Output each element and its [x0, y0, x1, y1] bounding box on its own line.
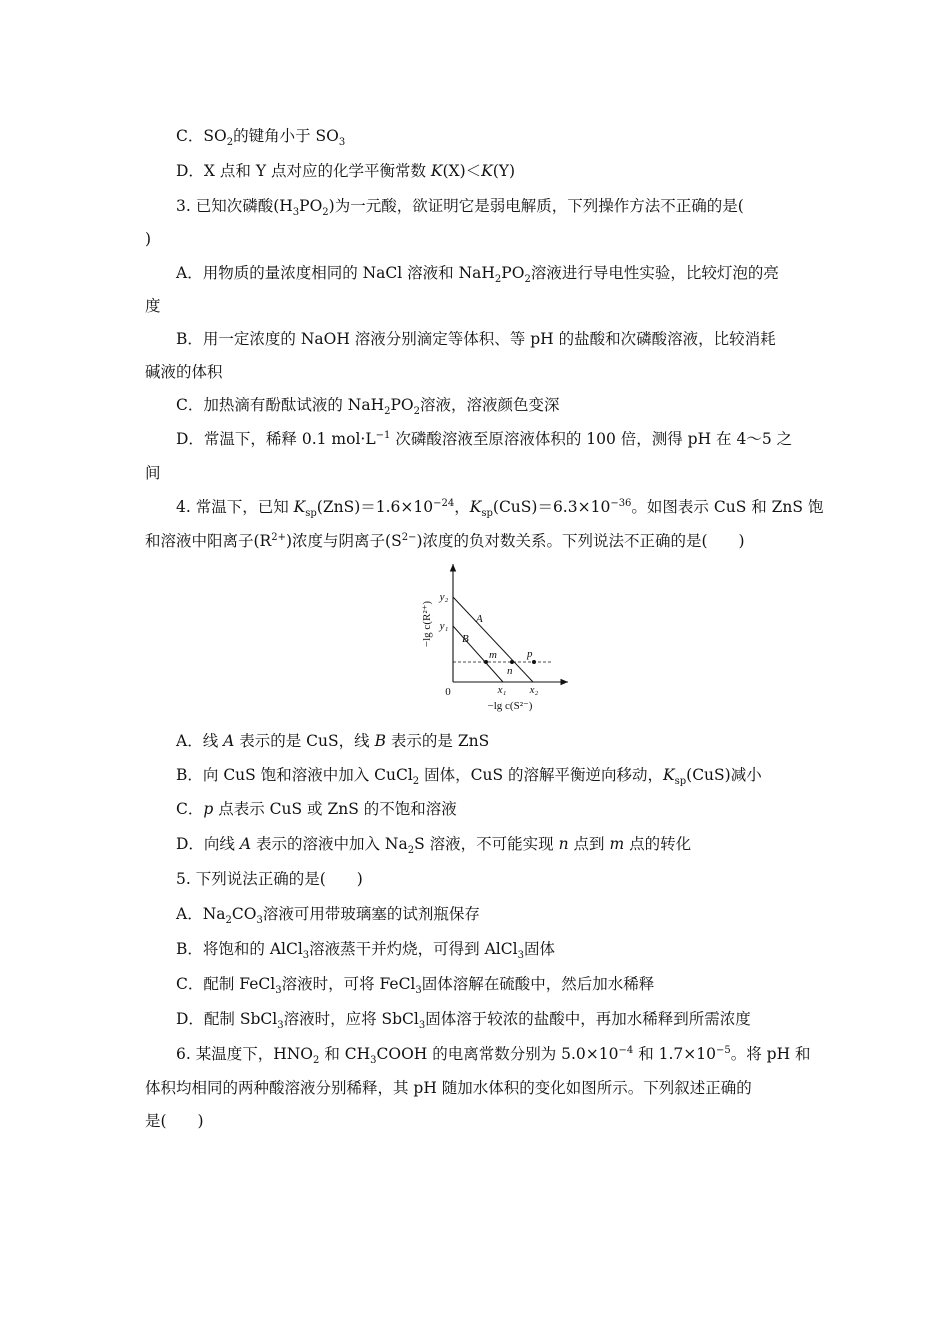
q4-option-a: A．线 A 表示的是 CuS，线 B 表示的是 ZnS [176, 732, 490, 750]
q5-option-b: B．将饱和的 AlCl$_3$溶液蒸干并灼烧，可得到 AlCl$_3$固体 [176, 940, 555, 962]
y2-label: y₂ [439, 591, 449, 603]
point-n-label: n [507, 665, 513, 677]
q3-stem: 3. 已知次磷酸$(H_3PO_2)$为一元酸，欲证明它是弱电解质，下列操作方法不正确的是( [176, 197, 744, 219]
y-axis-label: −lg c(R²⁺) [421, 600, 433, 648]
q5-stem: 5. 下列说法正确的是( ) [176, 870, 363, 888]
q3-stem-line2: ) [145, 230, 152, 248]
q6-stem: 6. 某温度下，$HNO_2$ 和 $CH_3COOH$ 的电离常数分别为 $5.0\times 10^{-4}$ 和 $1.7\times 10^{-5}$。将 pH 和 [176, 1044, 811, 1067]
q2-option-c: C．$SO_2$的键角小于 $SO_3$ [176, 127, 346, 149]
q5-option-c: C．配制 FeCl$_3$溶液时，可将 FeCl$_3$固体溶解在硫酸中，然后加水稀释 [176, 975, 655, 997]
q4-stem-line2: 和溶液中阳离子$(R^{2+})$浓度与阴离子$(S^{2-})$浓度的负对数关系。下列说法不正确的是( ) [145, 531, 745, 550]
q4-graph [400, 560, 580, 720]
q3-option-b-line2: 碱液的体积 [145, 363, 223, 381]
q2-option-d: D．X 点和 Y 点对应的化学平衡常数 K(X)＜K(Y) [176, 162, 516, 180]
q4-stem: 4. 常温下，已知 $K_{sp}(ZnS)=1.6\times 10^{-24}$，$K_{sp}(CuS)=6.3\times 10^{-36}$。如图表示 CuS 和 ZnS 饱 [176, 497, 824, 520]
q4-option-d: D．向线 A 表示的溶液中加入 $Na_2S$ 溶液，不可能实现 n 点到 m 点的转化 [176, 835, 692, 857]
q3-option-d: D．常温下，稀释 0.1 $mol\cdot L^{-1}$ 次磷酸溶液至原溶液体积的 100 倍，测得 pH 在 4～5 之 [176, 429, 793, 448]
origin-label: 0 [445, 686, 451, 698]
q4-option-b: B．向 CuS 饱和溶液中加入 CuCl$_2$ 固体，CuS 的溶解平衡逆向移动，$K_{sp}(CuS)$减小 [176, 766, 762, 788]
line-b-label: B [462, 633, 469, 645]
q3-option-d-line2: 间 [145, 464, 161, 482]
point-p-label: p [527, 648, 533, 660]
q3-option-a-line2: 度 [145, 297, 161, 315]
line-a-label: A [476, 613, 483, 625]
point-p [532, 660, 536, 664]
q5-option-d: D．配制 SbCl$_3$溶液时，应将 SbCl$_3$固体溶于较浓的盐酸中，再加水稀释到所需浓度 [176, 1010, 751, 1032]
q3-option-b: B．用一定浓度的 NaOH 溶液分别滴定等体积、等 pH 的盐酸和次磷酸溶液，比较消耗 [176, 330, 776, 348]
q5-option-a: A．$Na_2CO_3$溶液可用带玻璃塞的试剂瓶保存 [176, 905, 480, 927]
x2-label: x₂ [529, 684, 539, 696]
point-n [510, 660, 514, 664]
x-axis-label: −lg c(S²⁻) [487, 700, 533, 712]
y1-label: y₁ [439, 620, 449, 632]
q4-option-c: C．p 点表示 CuS 或 ZnS 的不饱和溶液 [176, 800, 457, 818]
q3-option-c: C．加热滴有酚酞试液的 $NaH_2PO_2$溶液，溶液颜色变深 [176, 396, 560, 418]
q3-option-a: A．用物质的量浓度相同的 NaCl 溶液和 $NaH_2PO_2$溶液进行导电性实验，比较灯泡的亮 [176, 264, 779, 286]
q6-stem-line3: 是( ) [145, 1112, 204, 1130]
x1-label: x₁ [497, 684, 507, 696]
point-m [484, 660, 488, 664]
point-m-label: m [489, 649, 497, 661]
q6-stem-line2: 体积均相同的两种酸溶液分别稀释，其 pH 随加水体积的变化如图所示。下列叙述正确的 [145, 1079, 752, 1097]
